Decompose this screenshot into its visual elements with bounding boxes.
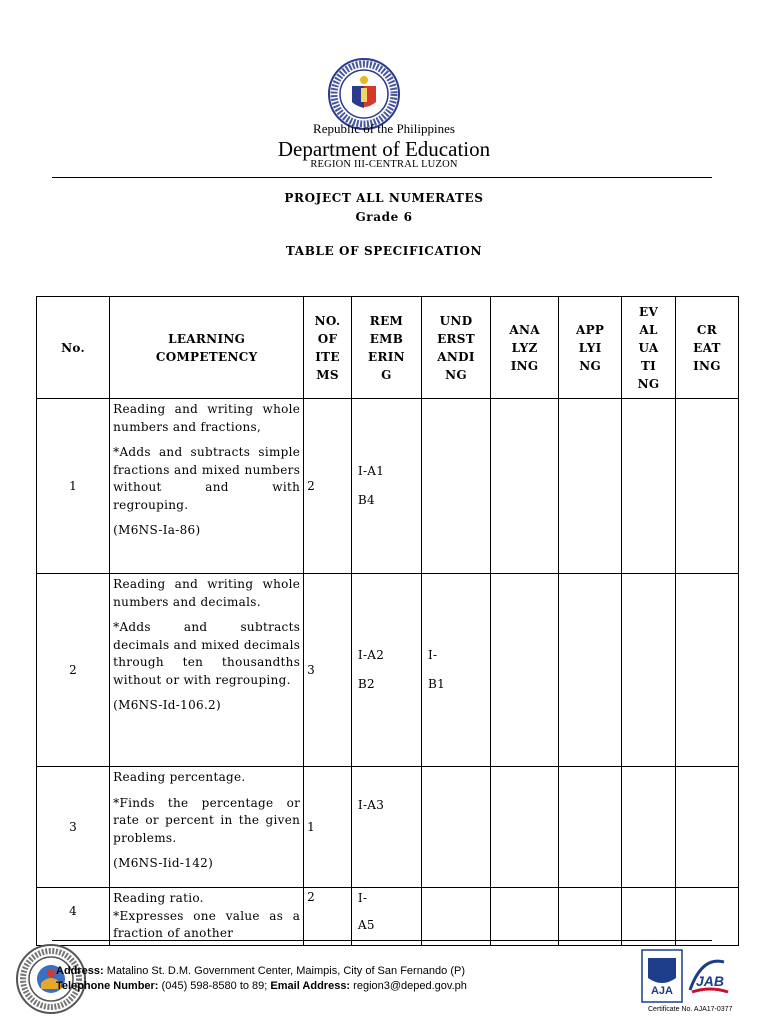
creating-cell (675, 888, 738, 946)
row-number: 2 (37, 574, 110, 767)
header-items: NO. OF ITE MS (304, 297, 352, 399)
remembering-cell: I-A2 B2 (351, 574, 421, 767)
certification-logo-icon (640, 946, 732, 1008)
understanding-cell (422, 888, 491, 946)
items-count: 1 (304, 767, 352, 888)
header-competency: LEARNING COMPETENCY (110, 297, 304, 399)
table-row (37, 574, 739, 767)
header-evaluating: EV AL UA TI NG (622, 297, 676, 399)
header-creating: CR EAT ING (675, 297, 738, 399)
analyzing-cell (491, 574, 559, 767)
analyzing-cell (491, 399, 559, 574)
competency-cell: Reading and writing whole numbers and fractions, *Adds and subtracts simple fractions and mixed numbers without and with regrouping. (M6NS-Ia-86) (110, 399, 304, 574)
specification-table (36, 296, 739, 946)
address-text: Matalino St. D.M. Government Center, Maimpis, City of San Fernando (P) (106, 965, 465, 977)
remembering-cell: I-A1 B4 (351, 399, 421, 574)
aja-logo-text: AJA (650, 985, 674, 997)
evaluating-cell (622, 767, 676, 888)
telephone-label: Telephone Number: (56, 980, 159, 992)
table-row (37, 888, 739, 946)
row-number: 1 (37, 399, 110, 574)
competency-cell: Reading ratio. *Expresses one value as a fraction of another (110, 888, 304, 946)
creating-cell (675, 574, 738, 767)
row-number: 3 (37, 767, 110, 888)
header-divider (52, 177, 712, 178)
remembering-cell: I-A3 (351, 767, 421, 888)
certificate-number: Certificate No. AJA17-0377 (648, 1006, 733, 1013)
remembering-cell: I- A5 (351, 888, 421, 946)
analyzing-cell (491, 767, 559, 888)
email-text: region3@deped.gov.ph (353, 980, 467, 992)
footer-divider (52, 940, 712, 941)
department-title: Department of Education (277, 137, 491, 161)
header-no: No. (37, 297, 110, 399)
header-applying: APP LYI NG (559, 297, 622, 399)
creating-cell (675, 399, 738, 574)
row-number: 4 (37, 888, 110, 946)
region-label: REGION III-CENTRAL LUZON (310, 159, 458, 170)
deped-seal-icon (328, 58, 400, 130)
telephone-text: (045) 598-8580 to 89; (161, 980, 268, 992)
applying-cell (559, 399, 622, 574)
items-count: 2 (304, 888, 352, 946)
applying-cell (559, 574, 622, 767)
project-title: PROJECT ALL NUMERATES (284, 191, 484, 205)
items-count: 3 (304, 574, 352, 767)
header-understanding: UND ERST ANDI NG (422, 297, 491, 399)
republic-label: Republic of the Philippines (313, 121, 455, 136)
footer-contact (56, 964, 467, 994)
applying-cell (559, 888, 622, 946)
evaluating-cell (622, 399, 676, 574)
email-label: Email Address: (270, 980, 351, 992)
creating-cell (675, 767, 738, 888)
grade-label: Grade 6 (355, 210, 413, 224)
table-row (37, 399, 739, 574)
evaluating-cell (622, 574, 676, 767)
header-analyzing: ANA LYZ ING (491, 297, 559, 399)
header-remembering: REM EMB ERIN G (351, 297, 421, 399)
competency-cell: Reading percentage. *Finds the percentage or rate or percent in the given problems. (M6NS-Iid-142) (110, 767, 304, 888)
analyzing-cell (491, 888, 559, 946)
items-count: 2 (304, 399, 352, 574)
evaluating-cell (622, 888, 676, 946)
table-title: TABLE OF SPECIFICATION (285, 244, 483, 258)
understanding-cell (422, 399, 491, 574)
competency-cell: Reading and writing whole numbers and decimals. *Adds and subtracts decimals and mixed decimals through ten thousandths without or with regrouping. (M6NS-Id-106.2) (110, 574, 304, 767)
applying-cell (559, 767, 622, 888)
understanding-cell (422, 767, 491, 888)
jab-logo-text: JAB (695, 973, 725, 989)
understanding-cell: I- B1 (422, 574, 491, 767)
table-row (37, 767, 739, 888)
address-label: Address: (56, 965, 104, 977)
header-row (37, 297, 739, 399)
